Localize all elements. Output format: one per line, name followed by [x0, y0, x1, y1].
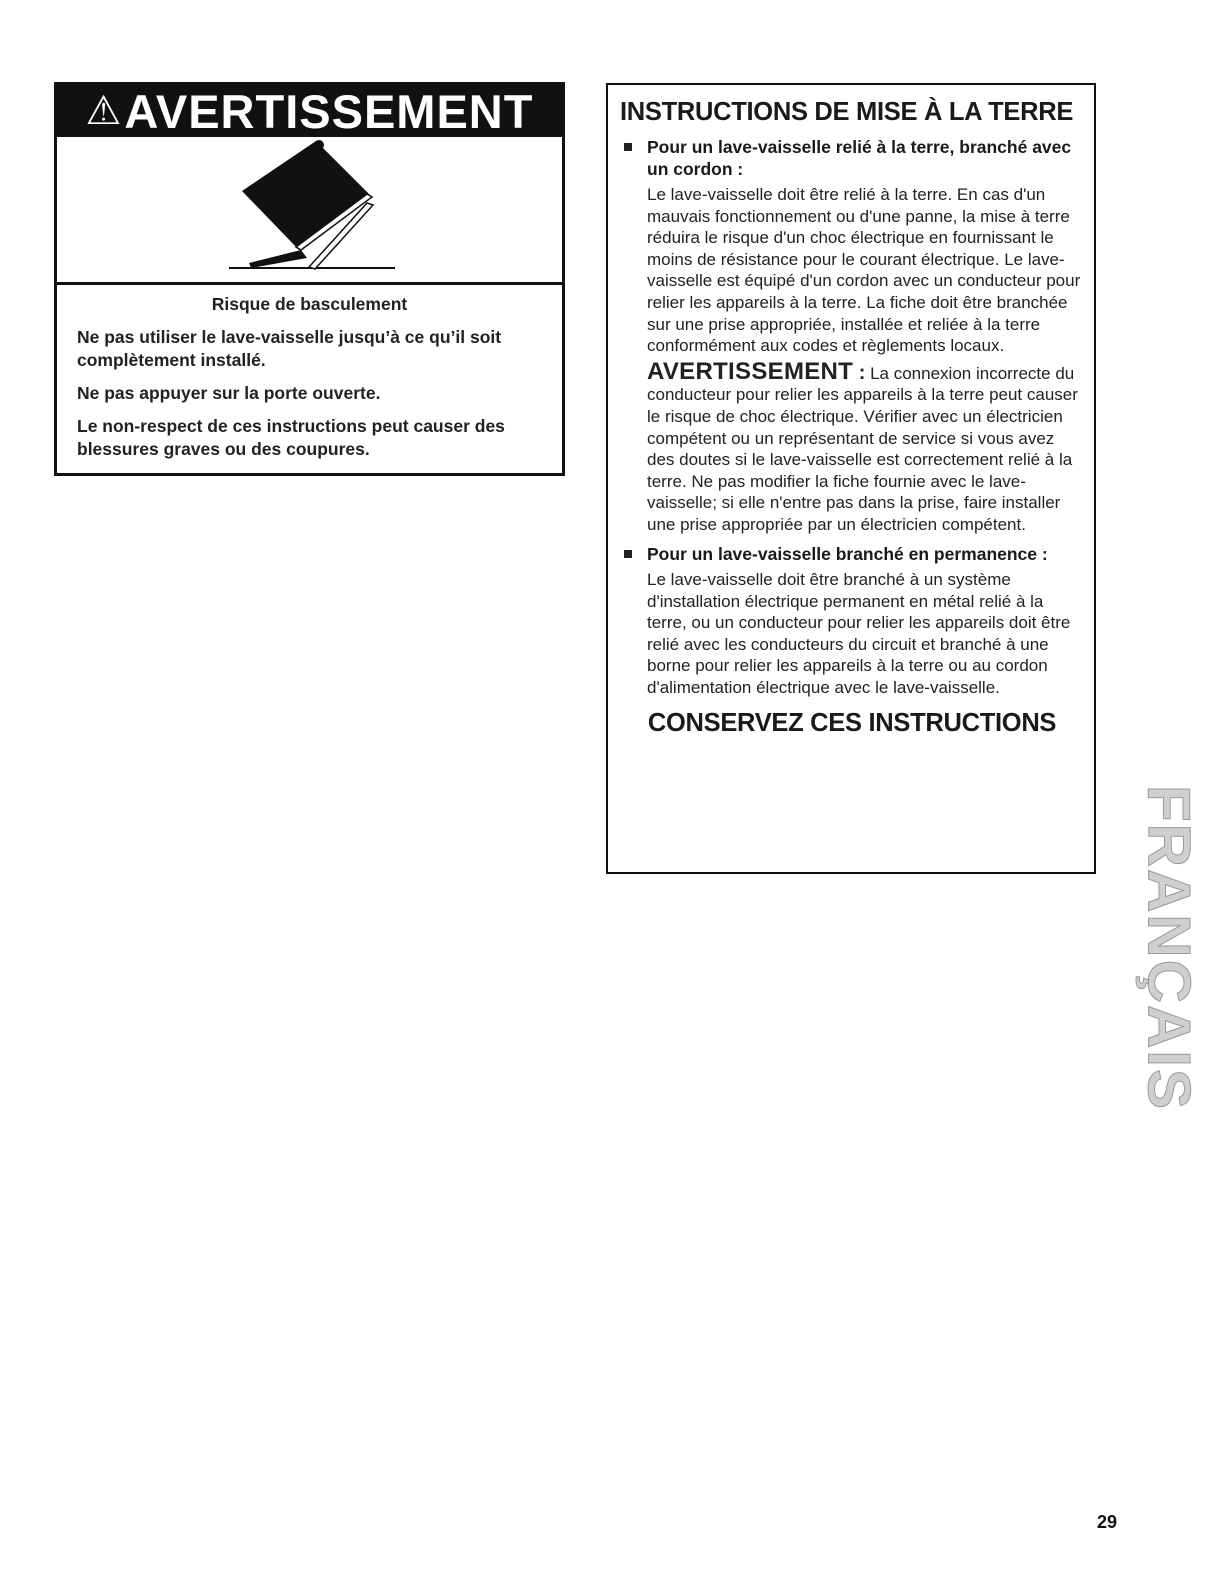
section1-warning-word: AVERTISSEMENT	[647, 357, 854, 385]
save-instructions-footer: CONSERVEZ CES INSTRUCTIONS	[647, 708, 1057, 737]
section1-warning	[620, 357, 1084, 536]
grounding-instructions-box	[606, 83, 1096, 874]
tipping-dishwasher-illustration	[57, 137, 562, 285]
language-side-label	[1135, 785, 1203, 1111]
warning-text	[57, 285, 562, 461]
page-number: 29	[1097, 1512, 1118, 1532]
bullet-square-icon	[624, 143, 632, 151]
tipping-dishwasher-icon	[57, 137, 562, 282]
warning-line-2: Ne pas appuyer sur la porte ouverte.	[77, 383, 381, 403]
instructions-title: INSTRUCTIONS DE MISE À LA TERRE	[620, 98, 1074, 126]
warning-header-word: AVERTISSEMENT	[124, 84, 534, 138]
section1-heading	[620, 137, 1084, 180]
warning-triangle-icon: ⚠	[85, 89, 123, 133]
warning-header	[57, 85, 562, 137]
section1-body: Le lave-vaisselle doit être relié à la terre. En cas d'un mauvais fonctionnement ou d'une panne, la mise à terre réduira le risque d'un choc électrique en fournissant le moins de résistance pour le courant électrique. Le lave-vaisselle est équipé d'un cordon avec un conducteur pour relier les appareils à la terre. La fiche doit être branchée sur une prise appropriée, installée et reliée à la terre conformément aux codes et règlements locaux.	[647, 185, 1081, 356]
bullet-square-icon	[624, 550, 632, 558]
language-side-label-text: FRANÇAIS	[1135, 785, 1203, 1111]
section2-heading-text: Pour un lave-vaisselle branché en permanence :	[647, 543, 1048, 564]
warning-box	[54, 82, 565, 476]
section2-body: Le lave-vaisselle doit être branché à un système d'installation électrique permanent en métal relié à la terre, ou un conducteur pour relier les appareils doit être relié avec les conducteurs du circuit et branché à une borne pour relier les appareils à la terre ou au cordon d'alimentation électrique avec le lave-vaisselle.	[647, 570, 1071, 697]
section1-warning-colon: :	[853, 361, 866, 384]
warning-line-3: Le non-respect de ces instructions peut causer des blessures graves ou des coupures.	[77, 416, 505, 459]
section1-warning-text: La connexion incorrecte du conducteur pour relier les appareils à la terre peut causer le risque de choc électrique. Vérifier avec un électricien compétent ou un représentant de service si vous avez des doutes si le lave-vaisselle est correctement relié à la terre. Ne pas modifier la fiche fournie avec le lave-vaisselle; si elle n'entre pas dans la prise, faire installer une prise appropriée par un électricien compétent.	[647, 363, 1078, 534]
section1-heading-text: Pour un lave-vaisselle relié à la terre, branché avec un cordon :	[647, 137, 1072, 179]
section2-heading	[620, 544, 1084, 566]
risk-title: Risque de basculement	[211, 294, 408, 314]
warning-line-1: Ne pas utiliser le lave-vaisselle jusqu’à ce qu’il soit complètement installé.	[77, 327, 502, 370]
